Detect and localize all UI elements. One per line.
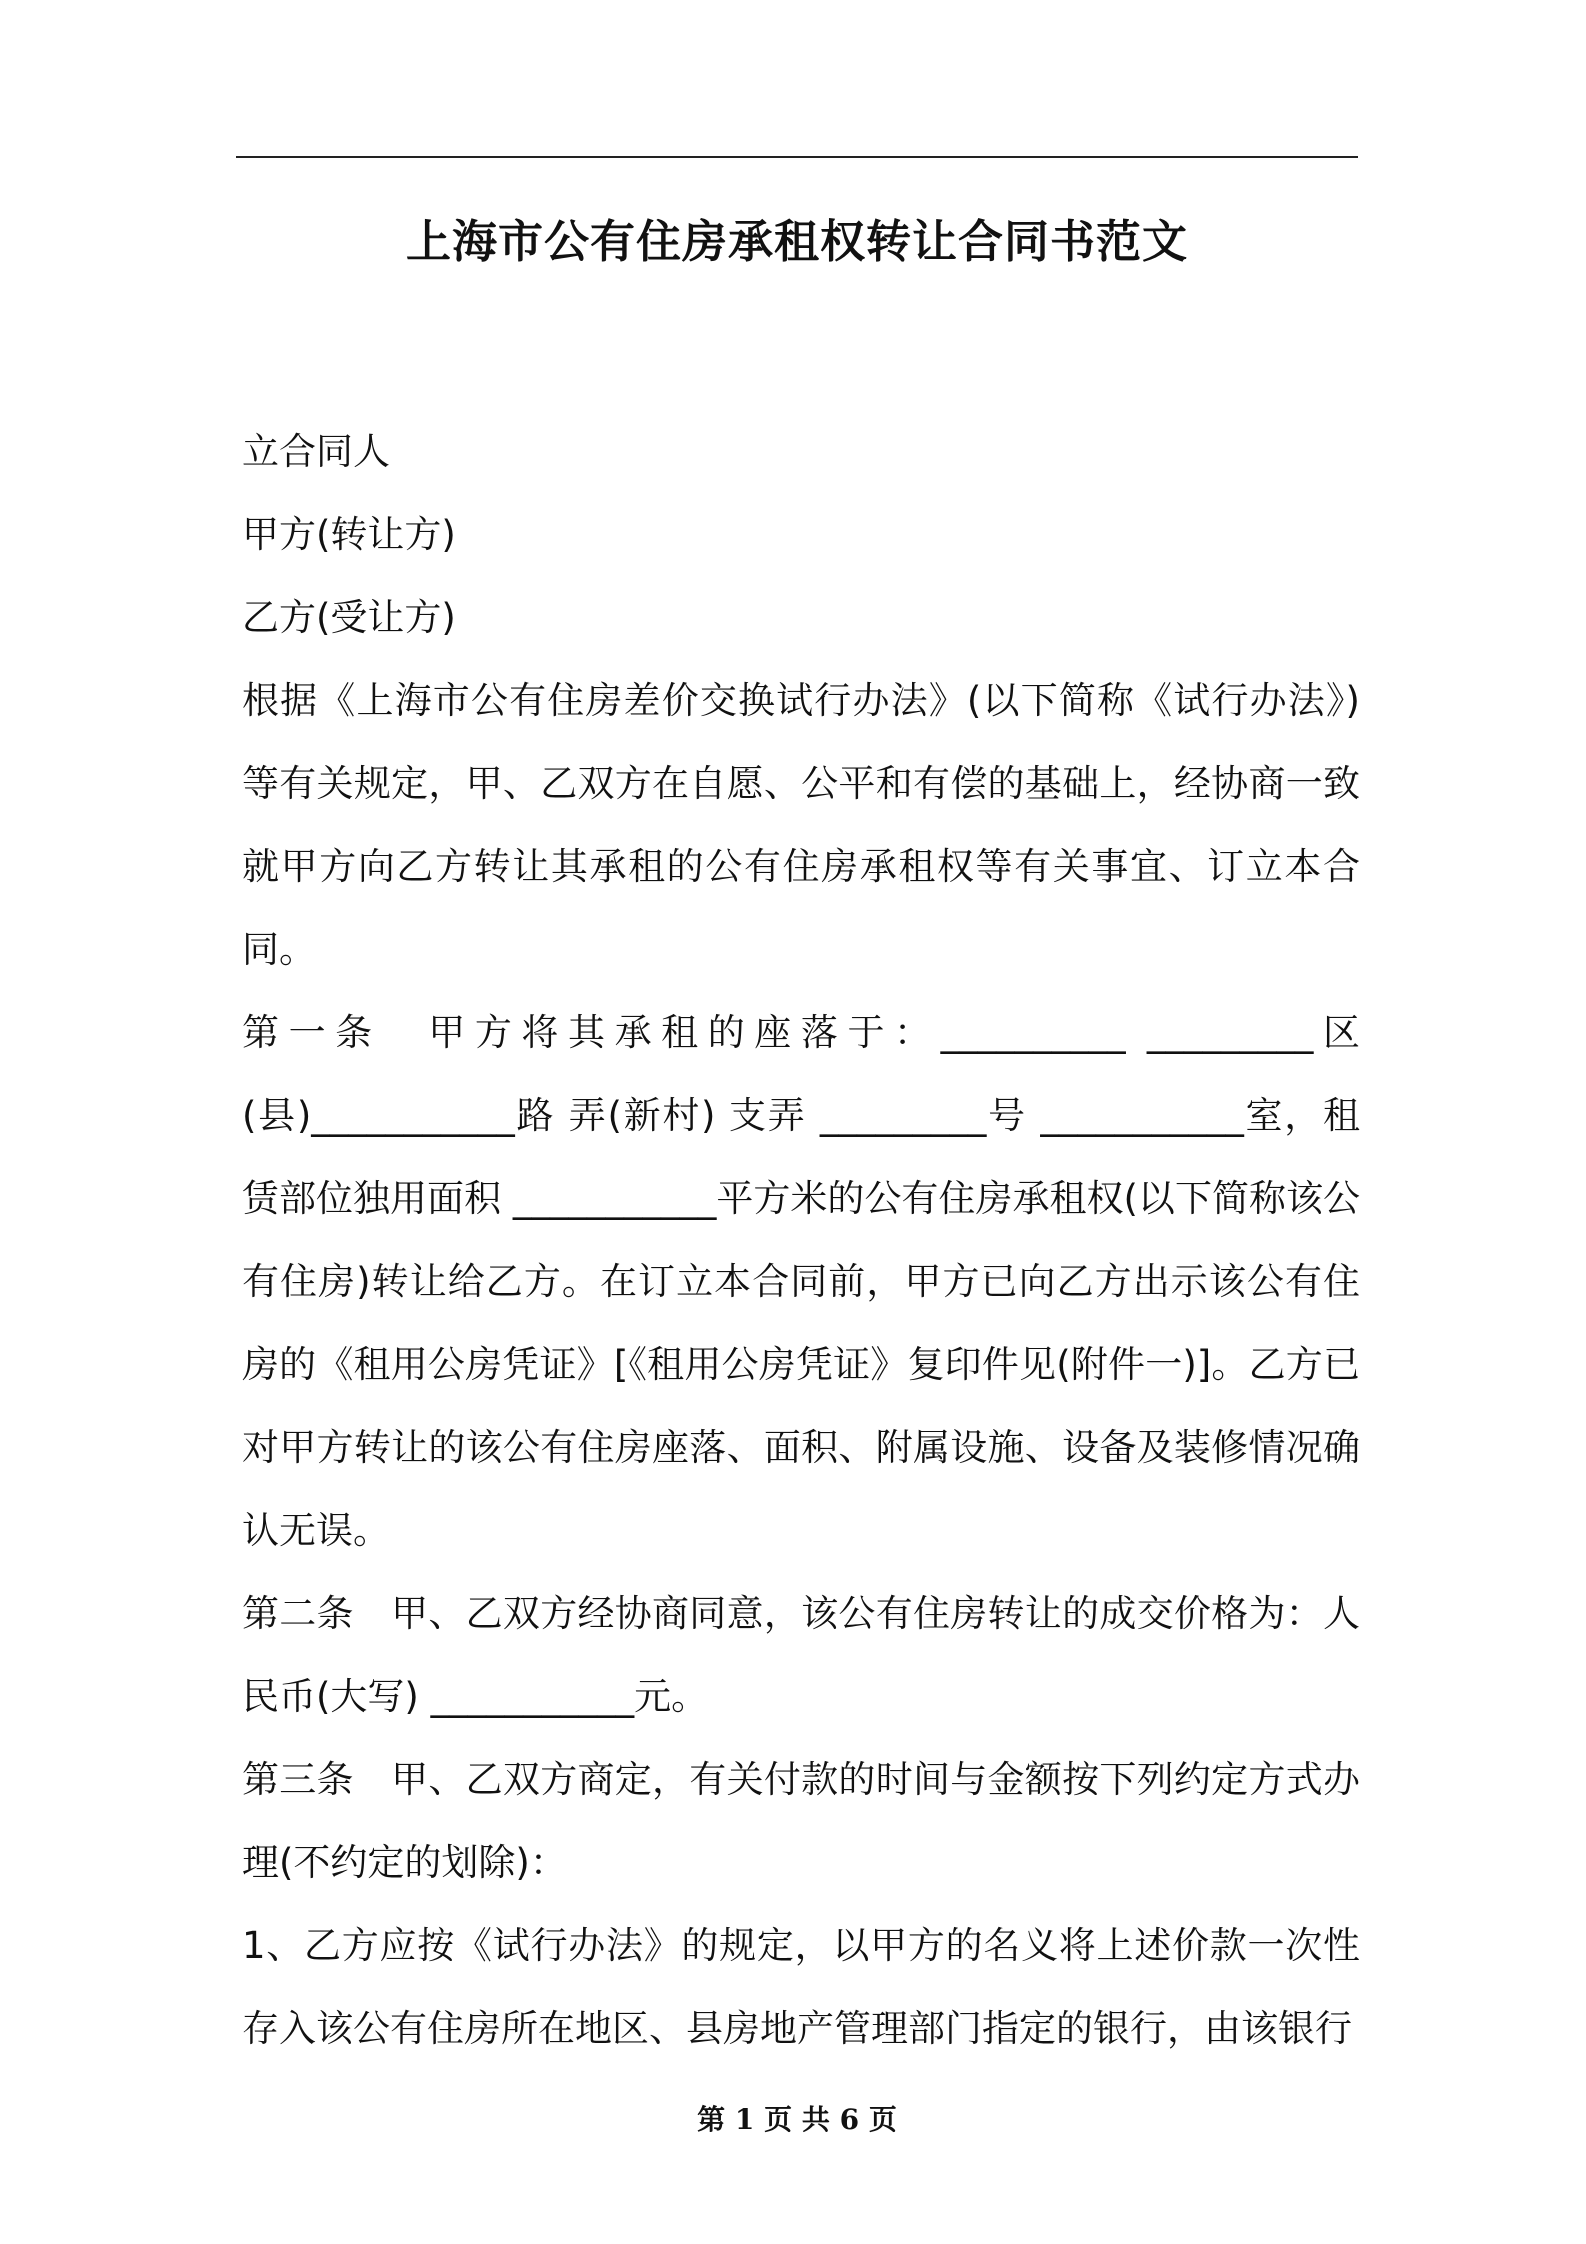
header-rule: [236, 156, 1358, 158]
document-title: 上海市公有住房承租权转让合同书范文: [405, 215, 1188, 268]
paragraph-preamble: 根据《上海市公有住房差价交换试行办法》(以下简称《试行办法》)等有关规定，甲、乙双方在自愿、公平和有偿的基础上，经协商一致就甲方向乙方转让其承租的公有住房承租权等有关事宜、订立本合同。: [242, 679, 1360, 971]
paragraph-article-3-item-1: 1、乙方应按《试行办法》的规定，以甲方的名义将上述价款一次性存入该公有住房所在地区、县房地产管理部门指定的银行，由该银行: [242, 1924, 1360, 2050]
paragraph-party-b: 乙方(受让方): [242, 596, 456, 639]
paragraph-article-2: 第二条 甲、乙双方经协商同意，该公有住房转让的成交价格为：人民币(大写) ___________元。: [242, 1592, 1360, 1718]
page-number: 第 1 页 共 6 页: [697, 2103, 897, 2136]
paragraph-party-a: 甲方(转让方): [242, 513, 456, 556]
paragraph-article-3: 第三条 甲、乙双方商定，有关付款的时间与金额按下列约定方式办理(不约定的划除)：: [242, 1758, 1360, 1884]
document-body: [242, 410, 1360, 2070]
paragraph-article-1: 第一条 甲方将其承租的座落于：__________ _________区(县)___________路 弄(新村) 支弄 _________号 ___________室，租赁部位独用面积 ___________平方米的公有住房承租权(以下简称该公有住房)转让给乙方。在订立本合同前，甲方已向乙方出示该公有住房的《租用公房凭证》[《租用公房凭证》复印件见(附件一)]。乙方已对甲方转让的该公有住房座落、面积、附属设施、设备及装修情况确认无误。: [242, 1011, 1360, 1552]
paragraph-parties-heading: 立合同人: [242, 430, 390, 473]
